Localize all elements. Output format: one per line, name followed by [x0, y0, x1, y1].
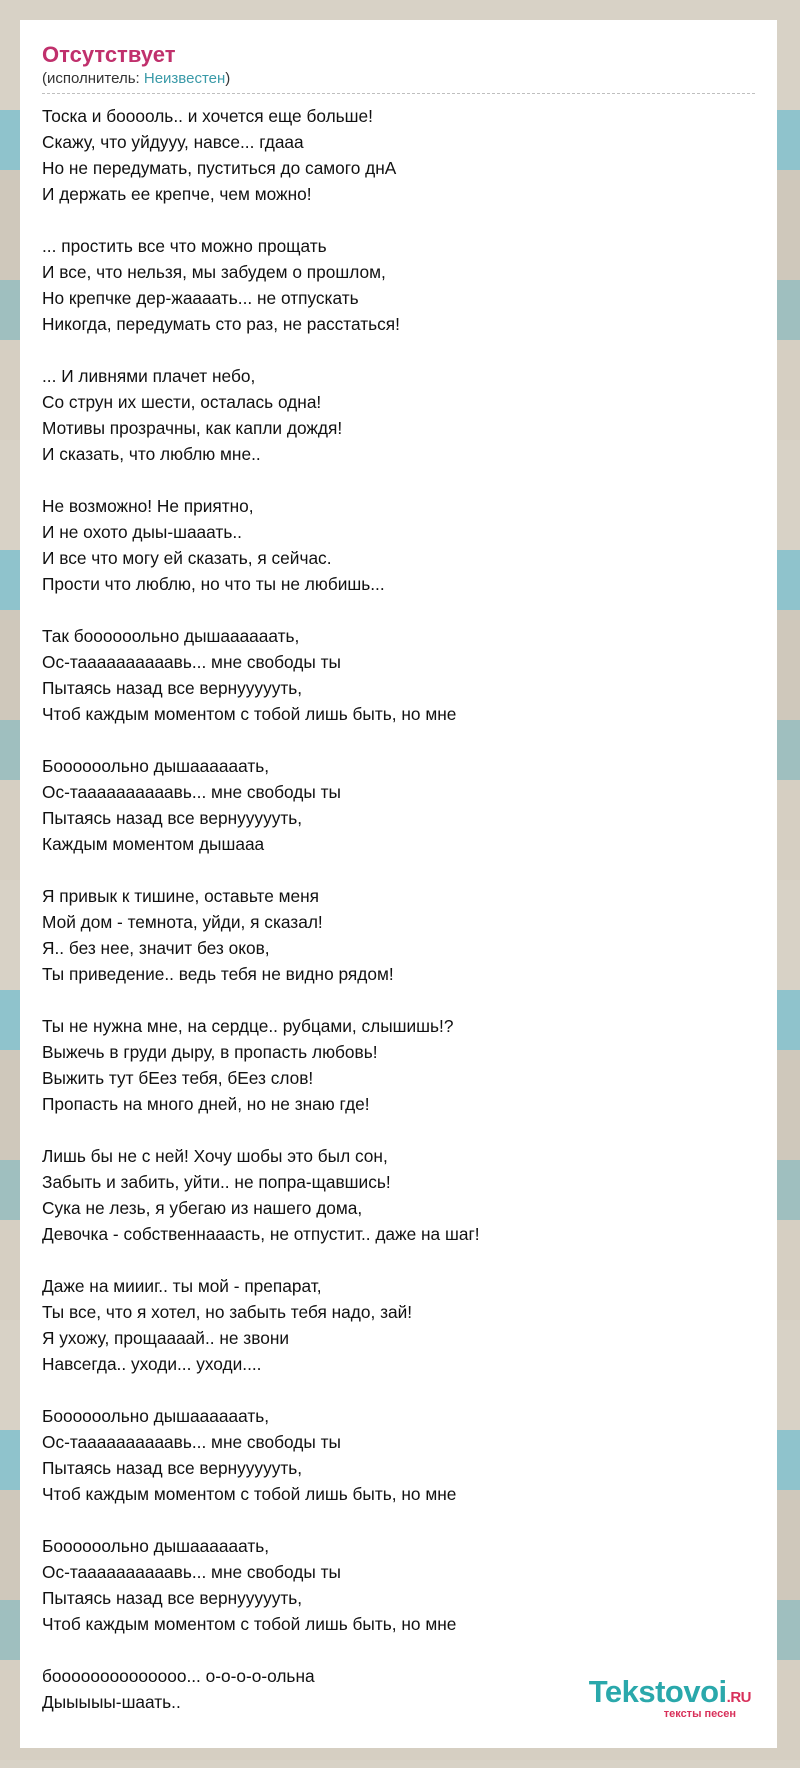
lyric-line: Дыыыыы-шаать.. [42, 1692, 181, 1713]
lyric-line: боооооооооооооо... о-о-о-о-ольна [42, 1666, 315, 1687]
lyric-line: Боооооольно дышаааааать, [42, 1536, 270, 1557]
lyric-line: ... И ливнями плачет небо, [42, 366, 256, 387]
artist-line [42, 70, 755, 94]
lyric-line: Тоска и бооооль.. и хочется еще больше! [42, 106, 373, 127]
lyric-line: И сказать, что люблю мне.. [42, 444, 261, 465]
lyric-line: Не возможно! Не приятно, [42, 496, 254, 517]
lyrics-card [20, 20, 777, 1748]
lyric-line: Мотивы прозрачны, как капли дождя! [42, 418, 343, 439]
lyric-line: И держать ее крепче, чем можно! [42, 184, 312, 205]
logo-tld: .RU [726, 1689, 751, 1706]
lyric-line: Но не передумать, пуститься до самого днА [42, 158, 397, 179]
lyrics-stanza [42, 493, 755, 597]
lyric-line: Со струн их шести, осталась одна! [42, 392, 322, 413]
lyric-line: Пытаясь назад все вернуууууть, [42, 678, 303, 699]
lyric-line: Я привык к тишине, оставьте меня [42, 886, 320, 907]
lyrics-stanza [42, 233, 755, 337]
lyric-line: Ты не нужна мне, на сердце.. рубцами, слышишь!? [42, 1016, 454, 1037]
lyrics-stanza [42, 363, 755, 467]
lyric-line: Чтоб каждым моментом с тобой лишь быть, но мне [42, 704, 457, 725]
logo-name: Tekstovoi [588, 1674, 727, 1709]
lyrics-stanza [42, 1143, 755, 1247]
lyric-line: Даже на миииг.. ты мой - препарат, [42, 1276, 322, 1297]
lyric-line: Выжечь в груди дыру, в пропасть любовь! [42, 1042, 378, 1063]
logo-tagline: тексты песен [663, 1708, 737, 1720]
lyric-line: Боооооольно дышаааааать, [42, 756, 270, 777]
site-logo[interactable] [589, 1676, 751, 1720]
lyric-line: Ты все, что я хотел, но забыть тебя надо, зай! [42, 1302, 413, 1323]
lyric-line: Пытаясь назад все вернуууууть, [42, 1588, 303, 1609]
lyrics-stanza [42, 883, 755, 987]
lyric-line: И все, что нельзя, мы забудем о прошлом, [42, 262, 386, 283]
lyrics-stanza [42, 1403, 755, 1507]
lyric-line: Выжить тут бЕез тебя, бЕез слов! [42, 1068, 314, 1089]
lyric-line: Забыть и забить, уйти.. не попра-щавшись! [42, 1172, 391, 1193]
lyric-line: Ос-таааааааааавь... мне свободы ты [42, 1562, 341, 1583]
lyrics-stanza [42, 1013, 755, 1117]
lyric-line: Никогда, передумать сто раз, не расстаться! [42, 314, 400, 335]
song-title: Отсутствует [42, 42, 176, 67]
lyric-line: Так боооооольно дышаааааать, [42, 626, 300, 647]
lyrics-stanza [42, 753, 755, 857]
lyrics-stanza [42, 1533, 755, 1637]
lyric-line: Сука не лезь, я убегаю из нашего дома, [42, 1198, 363, 1219]
lyric-line: Ос-таааааааааавь... мне свободы ты [42, 1432, 341, 1453]
lyric-line: Ос-таааааааааавь... мне свободы ты [42, 782, 341, 803]
lyric-line: Ты приведение.. ведь тебя не видно рядом! [42, 964, 394, 985]
lyric-line: Я ухожу, прощаааай.. не звони [42, 1328, 290, 1349]
artist-prefix: (исполнитель: [42, 70, 144, 88]
artist-link[interactable]: Неизвестен [143, 70, 226, 88]
lyric-line: Но крепчке дер-жаааать... не отпускать [42, 288, 359, 309]
lyric-line: Я.. без нее, значит без оков, [42, 938, 270, 959]
lyric-line: Прости что люблю, но что ты не любишь... [42, 574, 385, 595]
lyrics-stanza [42, 103, 755, 207]
lyric-line: Навсегда.. уходи... уходи.... [42, 1354, 262, 1375]
lyric-line: Чтоб каждым моментом с тобой лишь быть, но мне [42, 1614, 457, 1635]
lyric-line: Боооооольно дышаааааать, [42, 1406, 270, 1427]
lyric-line: Ос-таааааааааавь... мне свободы ты [42, 652, 341, 673]
lyric-line: Мой дом - темнота, уйди, я сказал! [42, 912, 323, 933]
lyric-line: Девочка - собственнааасть, не отпустит.. даже на шаг! [42, 1224, 480, 1245]
lyric-line: Пытаясь назад все вернуууууть, [42, 1458, 303, 1479]
lyric-line: Скажу, что уйдууу, навсе... гдааа [42, 132, 304, 153]
lyric-line: ... простить все что можно прощать [42, 236, 327, 257]
lyric-line: И все что могу ей сказать, я сейчас. [42, 548, 332, 569]
lyric-line: Пытаясь назад все вернуууууть, [42, 808, 303, 829]
lyric-line: Чтоб каждым моментом с тобой лишь быть, но мне [42, 1484, 457, 1505]
lyrics-stanza [42, 1273, 755, 1377]
lyric-line: Пропасть на много дней, но не знаю где! [42, 1094, 370, 1115]
lyric-line: Каждым моментом дышааа [42, 834, 265, 855]
artist-suffix: ) [225, 70, 231, 88]
lyrics-stanza [42, 623, 755, 727]
lyric-line: И не охото дыы-шааать.. [42, 522, 242, 543]
lyrics-body [42, 103, 755, 1715]
lyric-line: Лишь бы не с ней! Хочу шобы это был сон, [42, 1146, 388, 1167]
